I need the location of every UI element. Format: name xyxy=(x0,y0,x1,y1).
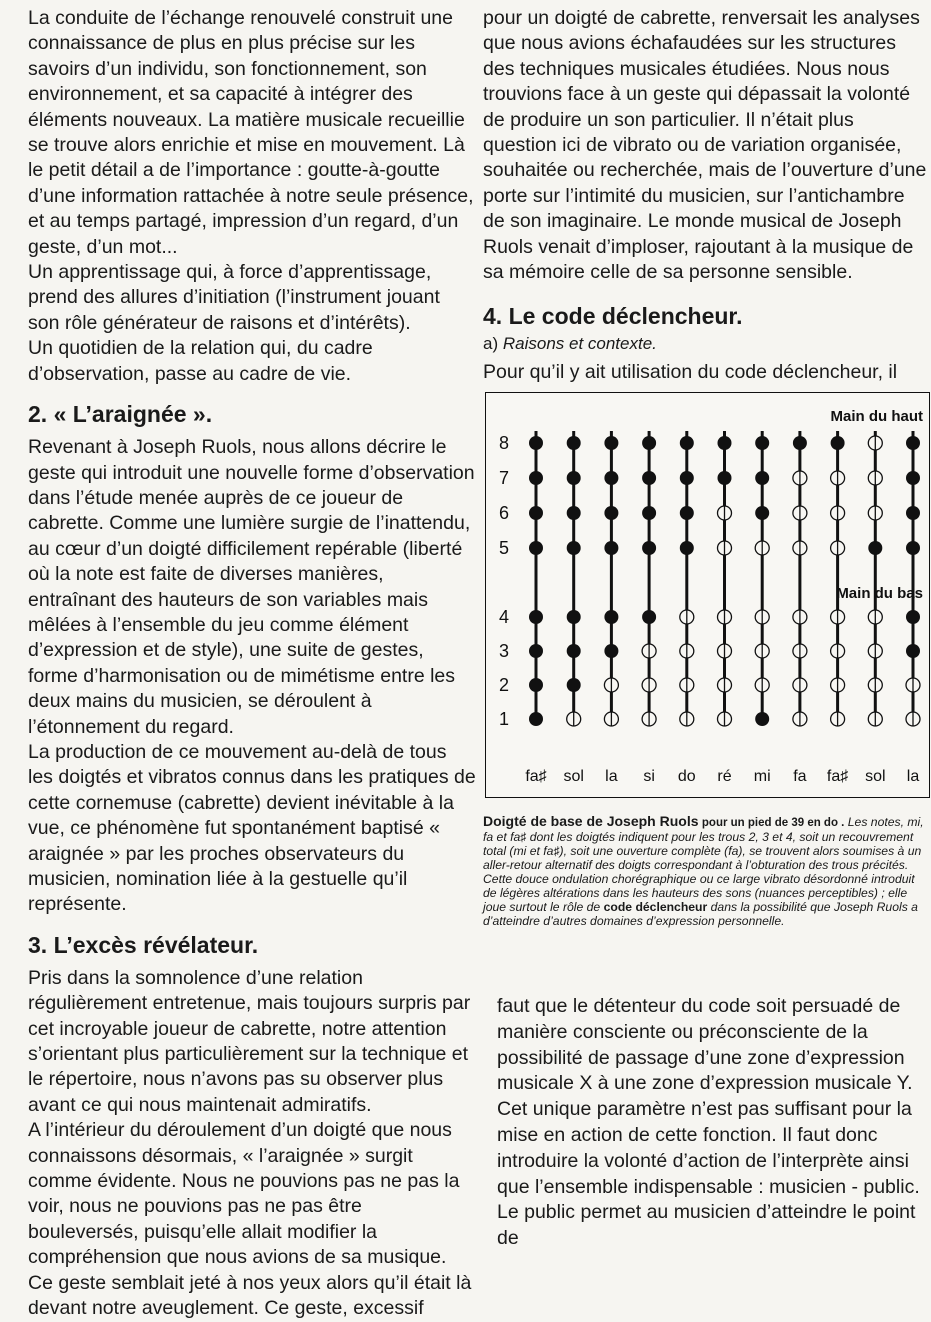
note-label: sol xyxy=(563,768,584,785)
left-paragraph-2: Un apprentissage qui, à force d’apprentissage, prend des allures d’initiation (l’instrument jouant son rôle générateur de raisons et d’intérêts). xyxy=(28,261,440,334)
section-number: 2. xyxy=(28,401,48,428)
hole-number-label: 5 xyxy=(499,538,510,558)
hole-number-label: 6 xyxy=(499,503,510,523)
section-title: Le code déclencheur. xyxy=(508,303,743,330)
closed-hole xyxy=(718,436,732,450)
left-paragraph-4: Revenant à Joseph Ruols, nous allons décrire le geste qui introduit une nouvelle forme d’observation dans l’étude menée auprès de ce joueur de cabrette. Comme une lumière surgie de l’inattendu, au cœur d’un doigté difficilement repérable (liberté où la note est faite de diverses manières, entraînant des hauteurs de son variables mais mêlées à l’ensemble du jeu comme élément d’expression et de style), une suite de gestes, forme d’harmonisation ou de mimétisme entre les deux mains du musicien, se déroulent à l’étonnement du regard. xyxy=(28,436,475,738)
closed-hole xyxy=(642,506,656,520)
hand-bottom-label: Main du bas xyxy=(836,585,923,602)
fingering-chart-svg xyxy=(486,393,929,797)
closed-hole xyxy=(680,506,694,520)
closed-hole xyxy=(529,471,543,485)
left-column xyxy=(28,6,476,1322)
right-paragraph-3: faut que le détenteur du code soit persuadé de manière consciente ou préconsciente de la possibilité de passage d’une zone d’expression musicale X à une zone d’expression musicale Y. Cet unique paramètre n’est pas suffisant pour la mise en action de cette fonction. Il faut donc introduire la volonté d’action de l’interprète ainsi que l’ensemble indispensable : musicien - public. xyxy=(497,995,920,1198)
closed-hole xyxy=(755,506,769,520)
closed-hole xyxy=(567,436,581,450)
closed-hole xyxy=(567,610,581,624)
hole-number-label: 3 xyxy=(499,641,510,661)
closed-hole xyxy=(793,436,807,450)
left-paragraph-8: Ce geste semblait jeté à nos yeux alors qu’il était là devant notre aveuglement. Ce geste, excessif xyxy=(28,1271,472,1320)
closed-hole xyxy=(642,541,656,555)
hole-number-label: 8 xyxy=(499,433,510,453)
closed-hole xyxy=(567,471,581,485)
closed-hole xyxy=(529,506,543,520)
closed-hole xyxy=(868,541,882,555)
caption-lead: pour un pied de 39 en do . xyxy=(701,817,845,829)
right-paragraph-4: Le public permet au musicien d’atteindre le point de xyxy=(497,1201,916,1250)
section-number: 3. xyxy=(28,931,48,958)
note-label: fa xyxy=(793,768,807,785)
note-label: ré xyxy=(717,768,732,785)
section-number: 4. xyxy=(483,303,503,330)
closed-hole xyxy=(529,541,543,555)
closed-hole xyxy=(906,471,920,485)
left-paragraph-1: La conduite de l’échange renouvelé construit une connaissance de plus en plus précise sur les savoirs d’un individu, son fonctionnement, son environnement, et sa capacité à intégrer des éléments nouveaux. La matière musicale recueillie se trouve alors enrichie et mise en mouvement. Là le petit détail a de l’importance : goutte-à-goutte d’une information rattachée à notre seule présence, et au temps partagé, impression d’un regard, d’un geste, d’un mot... xyxy=(28,7,474,258)
note-label: fa♯ xyxy=(826,768,849,785)
closed-hole xyxy=(906,610,920,624)
subsection-prefix: a) xyxy=(483,334,499,354)
closed-hole xyxy=(642,436,656,450)
note-label: fa♯ xyxy=(525,768,547,785)
caption-body-2: dans la possibilité que Joseph Ruols a d’atteindre d’autres domaines d’expression personnelle. xyxy=(483,900,918,928)
closed-hole xyxy=(604,506,618,520)
caption-body-1: Les notes, mi, fa et fa♯ dont les doigtés indiquent pour les trous 2, 3 et 4, soit un recouvrement total (mi et fa♯), soit une ouverture complète (fa), se trouvent alors soumises à un aller-retour alternatif des doigts correspondant à l’obturation des trous précités. Cette douce ondulation chorégraphique ou ce large vibrato désordonné introduit de légères altérations dans les hauteurs des sons (nuances perceptibles) ; elle joue surtout le rôle de xyxy=(483,815,924,914)
closed-hole xyxy=(906,506,920,520)
section-title: « L’araignée ». xyxy=(53,401,213,428)
note-label: si xyxy=(643,768,655,785)
section-title: L’excès révélateur. xyxy=(53,931,259,958)
closed-hole xyxy=(755,436,769,450)
closed-hole xyxy=(567,678,581,692)
hole-number-label: 7 xyxy=(499,468,510,488)
fingering-chart xyxy=(485,392,930,798)
hole-number-label: 4 xyxy=(499,607,510,627)
subsection-a xyxy=(483,331,928,356)
right-paragraph-1: pour un doigté de cabrette, renversait les analyses que nous avions échafaudées sur les structures des techniques musicales étudiées. Nous nous trouvions face à un geste qui dépassait la volonté de produire un son particulier. Il n’était plus question ici de vibrato ou de variation organisée, souhaitée ou recherchée, mais de l’ouverture d’une porte sur l’intimité du musicien, sur l’antichambre de son imaginaire. Le monde musical de Joseph Ruols venait d’imploser, rajoutant à la musique de sa mémoire celle de sa personne sensible. xyxy=(483,7,927,284)
closed-hole xyxy=(604,471,618,485)
closed-hole xyxy=(567,644,581,658)
figure-caption xyxy=(483,814,931,928)
closed-hole xyxy=(755,471,769,485)
caption-bold: code déclencheur xyxy=(603,900,708,914)
closed-hole xyxy=(906,644,920,658)
note-label: sol xyxy=(865,768,886,785)
closed-hole xyxy=(642,610,656,624)
left-paragraph-3: Un quotidien de la relation qui, du cadre d’observation, passe au cadre de vie. xyxy=(28,337,373,385)
closed-hole xyxy=(529,712,543,726)
right-column-bottom xyxy=(497,994,931,1252)
closed-hole xyxy=(529,644,543,658)
closed-hole xyxy=(567,506,581,520)
closed-hole xyxy=(755,712,769,726)
closed-hole xyxy=(906,436,920,450)
section-heading-3 xyxy=(28,930,476,960)
left-paragraph-6: Pris dans la somnolence d’une relation régulièrement entretenue, mais toujours surpris par cet incroyable joueur de cabrette, notre attention s’orientant plus particulièrement sur la technique et le répertoire, nous n’avons pas su observer plus avant ce qui nous maintenait admiratifs. xyxy=(28,966,471,1116)
closed-hole xyxy=(604,541,618,555)
note-label: do xyxy=(677,768,696,785)
hole-number-label: 1 xyxy=(499,709,510,729)
caption-title: Doigté de base de Joseph Ruols xyxy=(483,813,699,829)
closed-hole xyxy=(831,436,845,450)
closed-hole xyxy=(604,610,618,624)
hole-number-label: 2 xyxy=(499,675,510,695)
closed-hole xyxy=(680,541,694,555)
closed-hole xyxy=(604,436,618,450)
right-paragraph-2: Pour qu’il y ait utilisation du code déclencheur, il xyxy=(483,361,898,384)
hand-top-label: Main du haut xyxy=(830,408,923,425)
note-label: la xyxy=(906,768,920,785)
left-paragraph-5: La production de ce mouvement au-delà de tous les doigtés et vibratos connus dans les pratiques de cette cornemuse (cabrette) devient inévitable à la vue, ce phénomène fut spontanément baptisé « araignée » par les proches observateurs du musicien, nomination liée à la gestuelle qu’il représente. xyxy=(28,740,476,916)
closed-hole xyxy=(529,610,543,624)
closed-hole xyxy=(680,471,694,485)
closed-hole xyxy=(642,471,656,485)
closed-hole xyxy=(604,644,618,658)
section-heading-4 xyxy=(483,301,928,331)
closed-hole xyxy=(529,678,543,692)
note-label: mi xyxy=(753,768,771,785)
closed-hole xyxy=(680,436,694,450)
closed-hole xyxy=(718,471,732,485)
note-label: la xyxy=(605,768,618,785)
closed-hole xyxy=(529,436,543,450)
left-paragraph-7: A l’intérieur du déroulement d’un doigté que nous connaissons désormais, « l’araignée » surgit comme évidente. Nous ne pouvions pas ne pas la voir, nous ne pouvions pas ne pas être bouleversés, puisqu’elle allait modifier la compréhension que nous avions de sa musique. xyxy=(28,1119,460,1269)
section-heading-2 xyxy=(28,399,476,429)
closed-hole xyxy=(567,541,581,555)
subsection-title: Raisons et contexte. xyxy=(502,334,657,354)
closed-hole xyxy=(906,541,920,555)
right-column xyxy=(483,6,928,386)
